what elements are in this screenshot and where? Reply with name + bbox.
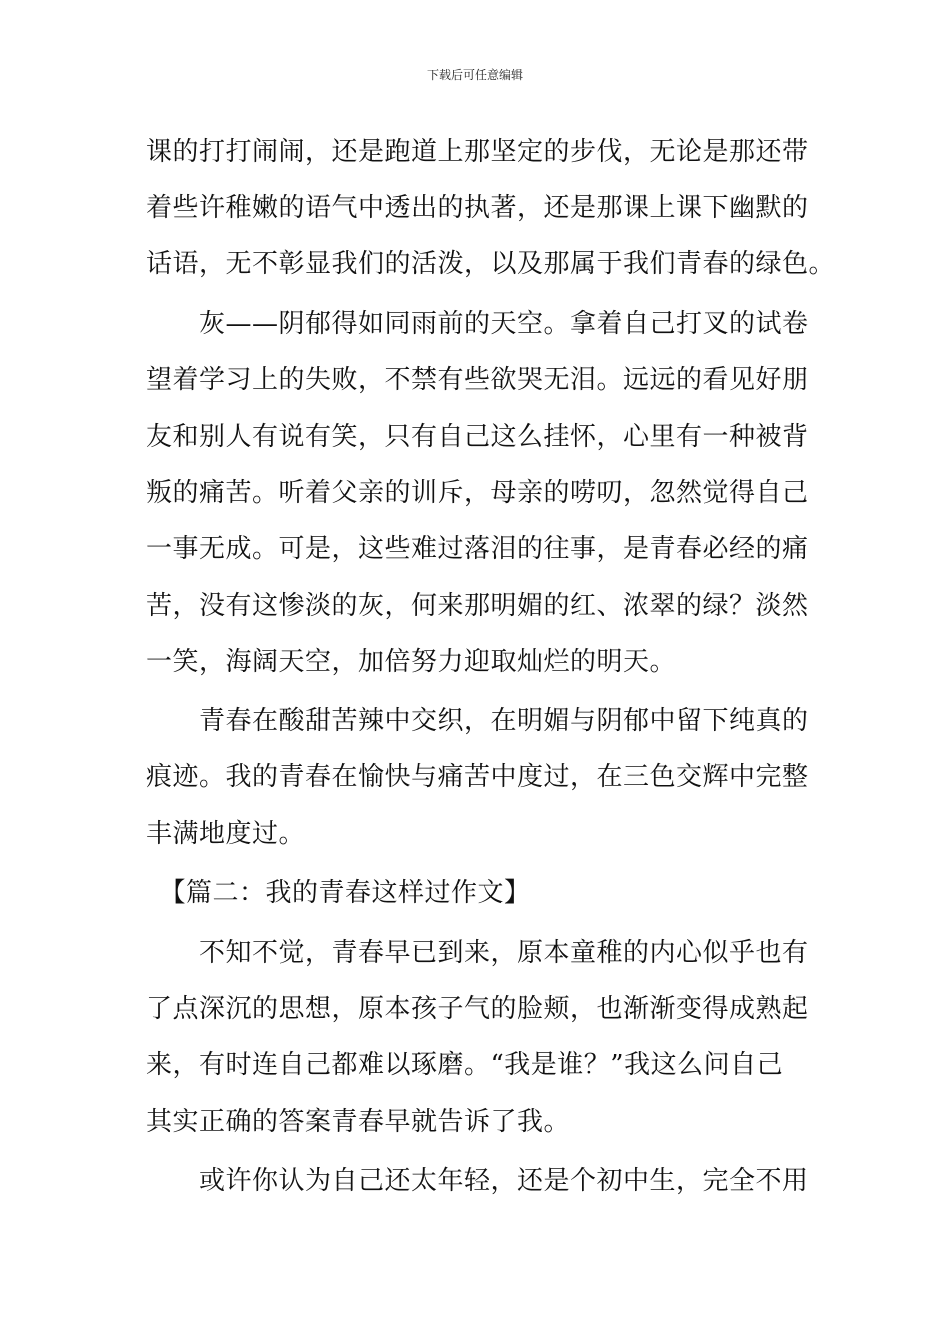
text-line: 灰——阴郁得如同雨前的天空。拿着自己打叉的试卷 <box>146 309 809 339</box>
text-line: 痕迹。我的青春在愉快与痛苦中度过，在三色交辉中完整 <box>146 762 809 792</box>
text-line: 课的打打闹闹，还是跑道上那坚定的步伐，无论是那还带 <box>146 137 809 167</box>
text-line: 或许你认为自己还太年轻，还是个初中生，完全不用 <box>146 1166 809 1196</box>
text-line: 友和别人有说有笑，只有自己这么挂怀，心里有一种被背 <box>146 422 809 452</box>
text-line: 其实正确的答案青春早就告诉了我。 <box>146 1107 571 1137</box>
section-heading: 【篇二：我的青春这样过作文】 <box>146 878 531 908</box>
text-line: 丰满地度过。 <box>146 819 306 849</box>
text-line: 一笑，海阔天空，加倍努力迎取灿烂的明天。 <box>146 647 677 677</box>
page-header-note: 下载后可任意编辑 <box>426 68 523 82</box>
text-line: 着些许稚嫩的语气中透出的执著，还是那课上课下幽默的 <box>146 193 809 223</box>
text-line: 青春在酸甜苦辣中交织，在明媚与阴郁中留下纯真的 <box>146 706 809 736</box>
text-line: 不知不觉，青春早已到来，原本童稚的内心似乎也有 <box>146 938 809 968</box>
text-line: 一事无成。可是，这些难过落泪的往事，是青春必经的痛 <box>146 534 809 564</box>
text-line: 了点深沉的思想，原本孩子气的脸颊，也渐渐变得成熟起 <box>146 994 809 1024</box>
text-line: 话语，无不彰显我们的活泼，以及那属于我们青春的绿色。 <box>146 249 836 279</box>
text-line: 叛的痛苦。听着父亲的训斥，母亲的唠叨，忽然觉得自己 <box>146 478 809 508</box>
text-line: 苦，没有这惨淡的灰，何来那明媚的红、浓翠的绿？淡然 <box>146 591 809 621</box>
text-line: 来，有时连自己都难以琢磨。“我是谁？”我这么问自己 <box>146 1050 784 1080</box>
text-line: 望着学习上的失败，不禁有些欲哭无泪。远远的看见好朋 <box>146 365 809 395</box>
